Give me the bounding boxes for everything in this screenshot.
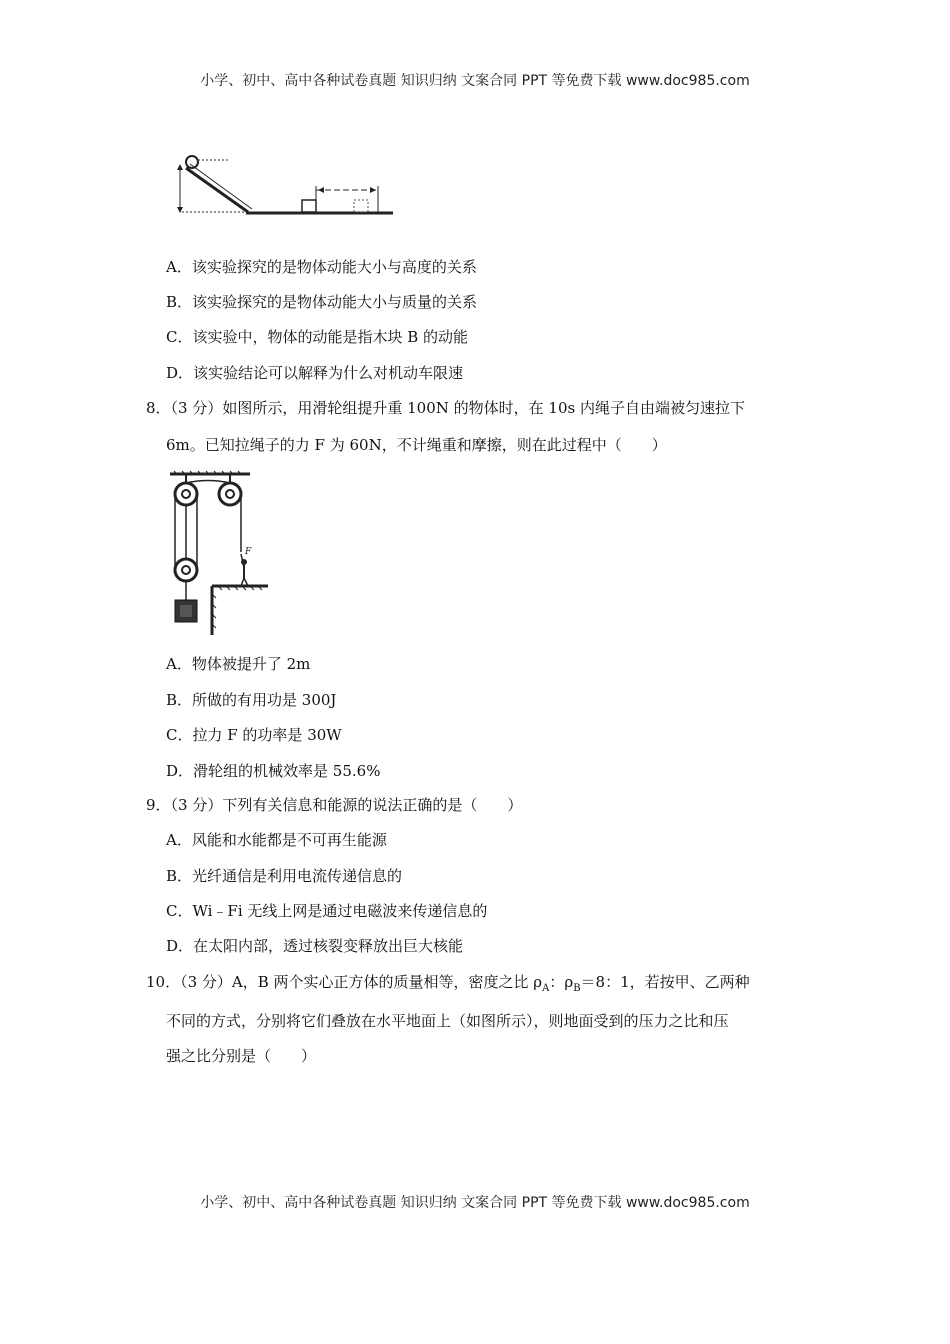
q9-option-b: B．光纤通信是利用电流传递信息的: [166, 867, 403, 885]
q7-option-d: D．该实验结论可以解释为什么对机动车限速: [166, 364, 464, 382]
q7-option-b: B．该实验探究的是物体动能大小与质量的关系: [166, 293, 478, 311]
q10-stem-line1: 10．（3 分）A，B 两个实心正方体的质量相等，密度之比 $\rho_A$：$\rho_B=8$：1，若按甲、乙两种: [146, 973, 750, 994]
q8-option-d: D．滑轮组的机械效率是 55.6%: [166, 762, 381, 780]
q8-option-c: C．拉力 F 的功率是 30W: [166, 726, 342, 744]
ramp-experiment-figure: [168, 150, 398, 220]
q10-stem-line2: 不同的方式，分别将它们叠放在水平地面上（如图所示），则地面受到的压力之比和压: [166, 1012, 729, 1030]
force-label: F: [245, 547, 252, 557]
q9-stem: 9．（3 分）下列有关信息和能源的说法正确的是（ ）: [146, 796, 523, 814]
fixed-pulley-left: [175, 483, 197, 505]
q7-option-c: C．该实验中，物体的动能是指木块 B 的动能: [166, 328, 469, 346]
q8-option-b: B．所做的有用功是 300J: [166, 691, 337, 709]
q9-option-a: A．风能和水能都是不可再生能源: [166, 831, 387, 849]
q7-option-a: A．该实验探究的是物体动能大小与高度的关系: [166, 258, 477, 276]
movable-pulley: [175, 559, 197, 581]
q9-option-c: C．Wi﹣Fi 无线上网是通过电磁波来传递信息的: [166, 902, 488, 920]
q10-stem-line3: 强之比分别是（ ）: [166, 1047, 317, 1065]
q9-option-d: D．在太阳内部，透过核裂变释放出巨大核能: [166, 937, 464, 955]
block-b: [302, 200, 316, 212]
page-header: 小学、初中、高中各种试卷真题 知识归纳 文案合同 PPT 等免费下载 www.doc985.com: [200, 73, 750, 89]
ball-icon: [186, 156, 198, 168]
fixed-pulley-right: [219, 483, 241, 505]
q8-stem-line1: 8．（3 分）如图所示，用滑轮组提升重 100N 的物体时，在 10s 内绳子自由端被匀速拉下: [146, 399, 745, 417]
page-footer: 小学、初中、高中各种试卷真题 知识归纳 文案合同 PPT 等免费下载 www.doc985.com: [200, 1195, 750, 1211]
pulley-system-figure: [168, 470, 273, 640]
q8-option-a: A．物体被提升了 2m: [166, 655, 311, 673]
q8-stem-line2: 6m。已知拉绳子的力 F 为 60N，不计绳重和摩擦，则在此过程中（ ）: [166, 436, 667, 454]
